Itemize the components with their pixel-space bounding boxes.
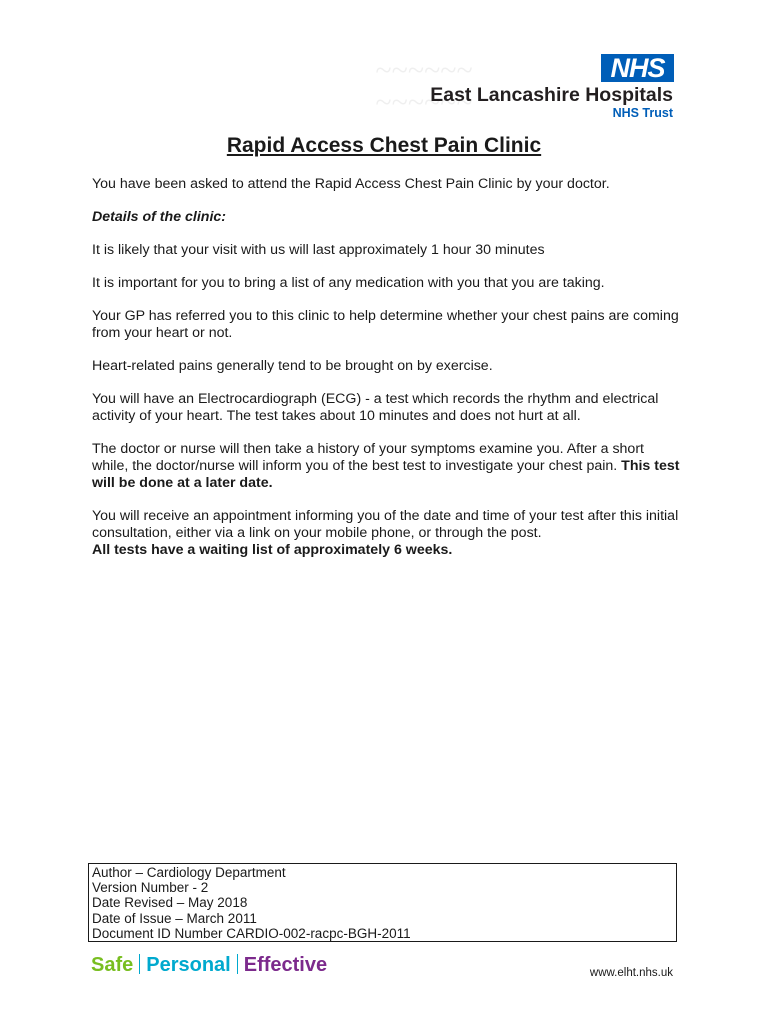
appointment-paragraph (92, 508, 682, 559)
visit-duration-paragraph: It is likely that your visit with us will last approximately 1 hour 30 minutes (92, 242, 545, 258)
version-line: Version Number - 2 (92, 880, 209, 896)
history-paragraph (92, 441, 682, 492)
ecg-paragraph: You will have an Electrocardiograph (ECG) - a test which records the rhythm and electrical activity of your heart. The test takes about 10 minutes and does not hurt at all. (92, 391, 659, 424)
section-heading: Details of the clinic: (92, 209, 227, 225)
values-strapline (91, 953, 327, 977)
document-title: Rapid Access Chest Pain Clinic (226, 134, 542, 157)
svg-text:~~~~~~: ~~~~~~ (375, 86, 473, 119)
strap-personal: Personal (146, 954, 231, 976)
intro-paragraph: You have been asked to attend the Rapid Access Chest Pain Clinic by your doctor. (92, 176, 610, 192)
svg-text:~~~~~~: ~~~~~~ (375, 54, 473, 87)
body-content (92, 176, 682, 575)
organisation-subtitle: NHS Trust (612, 106, 673, 120)
issue-line: Date of Issue – March 2011 (92, 910, 257, 926)
document-info-box (88, 863, 677, 942)
history-text: The doctor or nurse will then take a history of your symptoms examine you. After a short while, the doctor/nurse will inform you of the best test to investigate your chest pain. (92, 441, 644, 474)
exercise-paragraph: Heart-related pains generally tend to be brought on by exercise. (92, 358, 493, 374)
gp-referral-paragraph: Your GP has referred you to this clinic to help determine whether your chest pains are coming from your heart or not. (92, 308, 679, 341)
organisation-name: East Lancashire Hospitals (430, 84, 673, 106)
waiting-list-note: All tests have a waiting list of approximately 6 weeks. (92, 542, 453, 558)
appointment-text: You will receive an appointment informing you of the date and time of your test after this initial consultation, either via a link on your mobile phone, or through the post. (92, 508, 679, 541)
later-date-note: This test will be done at a later date. (92, 458, 680, 491)
document-id-line: Document ID Number CARDIO-002-racpc-BGH-2011 (92, 925, 411, 941)
revised-line: Date Revised – May 2018 (92, 895, 248, 911)
author-line: Author – Cardiology Department (92, 865, 286, 880)
website-url: www.elht.nhs.uk (589, 967, 673, 979)
strap-effective: Effective (243, 954, 328, 976)
medication-paragraph: It is important for you to bring a list of any medication with you that you are taking. (92, 275, 605, 291)
strap-safe: Safe (91, 954, 134, 976)
strap-divider (139, 954, 140, 974)
nhs-logo: NHS (601, 54, 674, 82)
strap-divider (237, 954, 238, 974)
